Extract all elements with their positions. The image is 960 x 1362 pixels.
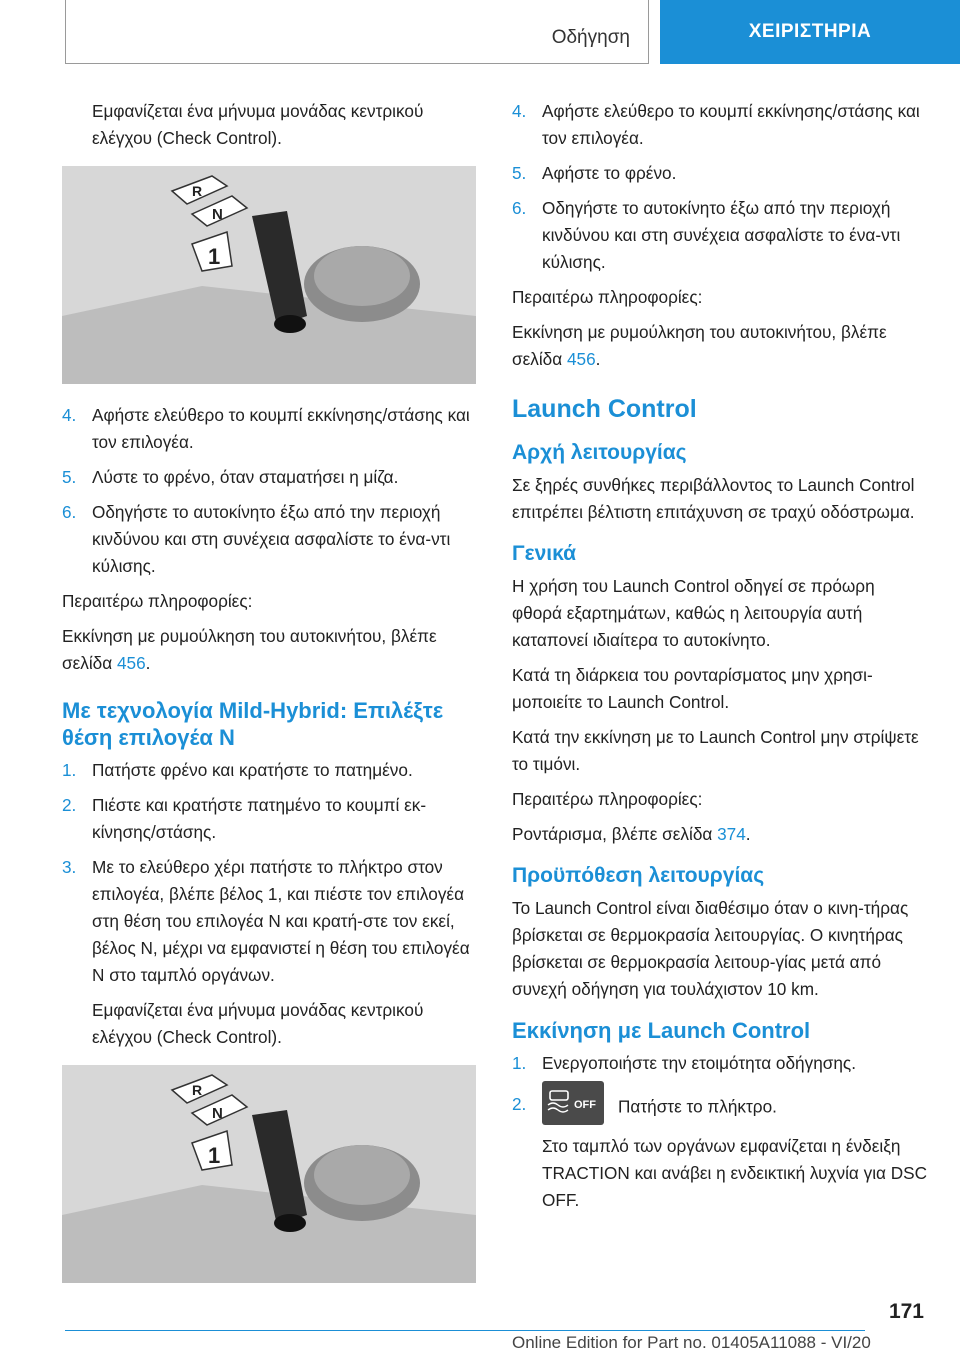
launch-control-heading: Launch Control: [512, 395, 697, 423]
reference-text-2: Ροντάρισμα, βλέπε σελίδα 374.: [512, 824, 751, 844]
footer-divider: [65, 1330, 865, 1331]
step-6c: 6. Οδηγήστε το αυτοκίνητο έξω από την περιοχή κινδύνου και στη συνέχεια ασφαλίστε το ένα-ντι κύλισης.: [512, 198, 901, 272]
general-text-3: Κατά την εκκίνηση με το Launch Control μην στρίψετε το τιμόνι.: [512, 727, 919, 774]
gear-selector-figure-2: [62, 1065, 476, 1283]
launch-start-heading: Εκκίνηση με Launch Control: [512, 1018, 811, 1043]
principle-text: Σε ξηρές συνθήκες περιβάλλοντος το Launch Control επιτρέπει βέλτιστη επιτάχυνση σε τραχύ οδόστρωμα.: [512, 475, 915, 522]
reference-text-right: Εκκίνηση με ρυμούλκηση του αυτοκινήτου, βλέπε σελίδα 456.: [512, 322, 887, 369]
header-chapter-tab: ΧΕΙΡΙΣΤΗΡΙΑ: [660, 0, 960, 64]
figure2-label-n: N: [212, 1105, 223, 1122]
intro-text: Εμφανίζεται ένα μήνυμα μονάδας κεντρικού ελέγχου (Check Control).: [92, 101, 424, 148]
figure1-label-1: 1: [208, 244, 221, 269]
gear-selector-figure-1: [62, 166, 476, 384]
figure1-label-n: N: [212, 206, 223, 223]
traction-icon-label: OFF: [574, 1099, 596, 1111]
left-column: [62, 98, 482, 1301]
page-link-456[interactable]: 456: [116, 653, 146, 673]
prerequisite-text: Το Launch Control είναι διαθέσιμο όταν ο κινη-τήρας βρίσκεται σε θερμοκρασία λειτουργίας. Ο κινητήρας βρίσκεται σε θερμοκρασία λειτουρ-γίας μετά από συνεχή οδήγηση για τουλάχιστον 10 km.: [512, 898, 909, 999]
step-4a: 4. Αφήστε ελεύθερο το κουμπί εκκίνησης/στάσης και τον επιλογέα.: [62, 405, 470, 452]
step-2d: 2. OFF Πατήστε το πλήκτρο.: [512, 1091, 928, 1125]
more-info-label-2: Περαιτέρω πληροφορίες:: [512, 789, 703, 809]
step3-note: Εμφανίζεται ένα μήνυμα μονάδας κεντρικού ελέγχου (Check Control).: [92, 1000, 424, 1047]
figure1-label-r: R: [192, 183, 203, 199]
step-5c: 5. Αφήστε το φρένο.: [512, 163, 677, 183]
general-heading: Γενικά: [512, 542, 577, 565]
prerequisite-heading: Προϋπόθεση λειτουργίας: [512, 864, 765, 887]
reference-text: Εκκίνηση με ρυμούλκηση του αυτοκινήτου, βλέπε σελίδα 456.: [62, 626, 437, 673]
step-4c: 4. Αφήστε ελεύθερο το κουμπί εκκίνησης/στάσης και τον επιλογέα.: [512, 101, 920, 148]
traction-off-button-icon: [542, 1081, 604, 1125]
step-1d: 1. Ενεργοποιήστε την ετοιμότητα οδήγησης.: [512, 1053, 856, 1073]
page-number: 171: [888, 1300, 924, 1323]
general-text-1: Η χρήση του Launch Control οδηγεί σε πρόωρη φθορά εξαρτημάτων, καθώς η λειτουργία αυτή καταπονεί ιδιαίτερα το αυτοκίνητο.: [512, 576, 875, 650]
edition-text: Online Edition for Part no. 01405A11088 - VI/20: [512, 1333, 871, 1352]
step-5a: 5. Λύστε το φρένο, όταν σταματήσει η μίζα.: [62, 467, 399, 487]
step-6a: 6. Οδηγήστε το αυτοκίνητο έξω από την περιοχή κινδύνου και στη συνέχεια ασφαλίστε το ένα-ντι κύλισης.: [62, 502, 451, 576]
step2-note: Στο ταμπλό των οργάνων εμφανίζεται η ένδειξη TRACTION και ανάβει η ενδεικτική λυχνία για DSC OFF.: [542, 1136, 928, 1210]
mild-hybrid-heading: Με τεχνολογία Mild-Hybrid: Επιλέξτε θέση επιλογέα N: [62, 698, 444, 750]
more-info-label: Περαιτέρω πληροφορίες:: [62, 591, 253, 611]
more-info-label-right: Περαιτέρω πληροφορίες:: [512, 287, 703, 307]
step-3b: 3. Με το ελεύθερο χέρι πατήστε το πλήκτρο στον επιλογέα, βλέπε βέλος 1, και πιέστε τον επιλογέα στη θέση του επιλογέα N και κρατή-στε τον εκεί, βέλος N, μέχρι να εμφανιστεί η θέση του επιλογέα N στο ταμπλό οργάνων.: [62, 857, 470, 985]
figure2-label-1: 1: [208, 1143, 221, 1168]
header-section-title: Οδήγηση: [551, 27, 630, 48]
general-text-2: Κατά τη διάρκεια του ρονταρίσματος μην χρησι-μοποιείτε το Launch Control.: [512, 665, 873, 712]
page-link-456-right[interactable]: 456: [566, 349, 596, 369]
right-column: [512, 98, 928, 1222]
figure2-label-r: R: [192, 1082, 203, 1098]
step-1b: 1. Πατήστε φρένο και κρατήστε το πατημένο.: [62, 760, 413, 780]
page-link-374[interactable]: 374: [717, 824, 746, 844]
step-2b: 2. Πιέστε και κρατήστε πατημένο το κουμπί εκ-κίνησης/στάσης.: [62, 795, 427, 842]
principle-heading: Αρχή λειτουργίας: [512, 441, 687, 464]
